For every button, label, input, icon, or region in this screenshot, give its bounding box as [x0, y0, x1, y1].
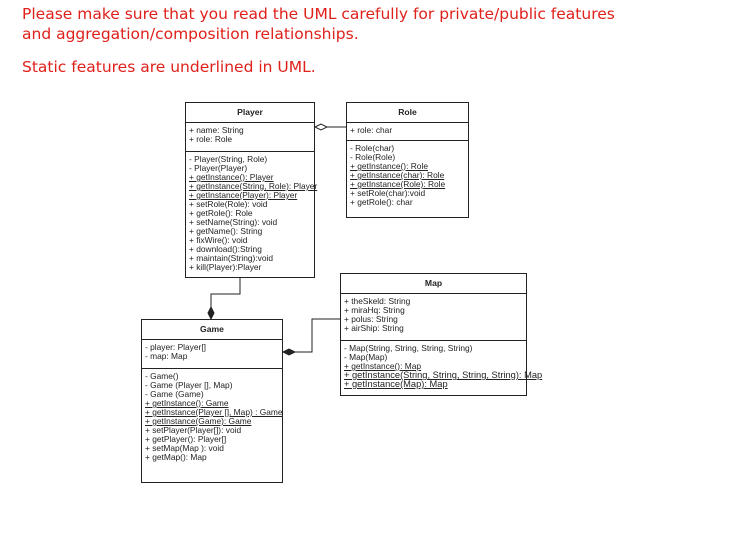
instruction-line-3: Static features are underlined in UML. [22, 58, 316, 76]
member: + role: Role [189, 134, 233, 144]
instruction-line-1: Please make sure that you read the UML carefully for private/public features [22, 5, 615, 23]
member: + getPlayer(): Player[] [145, 434, 227, 444]
static-member: + getInstance(String, String, String, String): Map [344, 370, 543, 380]
role-class-box [346, 102, 469, 218]
static-member: + getInstance(Player): Player [189, 190, 298, 200]
member: + role: char [350, 125, 393, 135]
member: + getRole(): Role [189, 208, 253, 218]
member: - Map(Map) [344, 352, 388, 362]
player-class-box [185, 102, 318, 278]
static-member: + getInstance(): Role [350, 161, 428, 171]
member: + getMap(): Map [145, 452, 207, 462]
class-name: Player [186, 103, 314, 123]
class-name: Game [142, 320, 282, 340]
member: + name: String [189, 125, 244, 135]
static-member: + getInstance(Map): Map [344, 379, 448, 389]
member: + setRole(char):void [350, 188, 426, 198]
class-name: Role [347, 103, 468, 123]
composition-diamond-player [208, 307, 214, 319]
composition-diamond-map [283, 349, 295, 355]
member: - Role(char) [350, 143, 395, 153]
methods-section [347, 141, 468, 210]
static-member: + getInstance(): Map [344, 361, 422, 371]
instruction-line-2: and aggregation/composition relationships. [22, 25, 359, 43]
static-member: + getInstance(Game): Game [145, 416, 252, 426]
static-member: + getInstance(): Player [189, 172, 274, 182]
member: + fixWire(): void [189, 235, 248, 245]
member: - Game (Game) [145, 389, 204, 399]
member: + maintain(String):void [189, 253, 274, 263]
member: + miraHq: String [344, 305, 405, 315]
member: + kill(Player):Player [189, 262, 262, 272]
map-class-box [340, 273, 543, 396]
methods-section [142, 369, 282, 465]
methods-section [186, 152, 318, 275]
game-class-box [141, 319, 283, 483]
member: - player: Player[] [145, 342, 206, 352]
member: + download():String [189, 244, 262, 254]
attributes-section [142, 340, 282, 369]
member: + setMap(Map ): void [145, 443, 224, 453]
member: + getName(): String [189, 226, 263, 236]
map-game-composition-line [295, 319, 340, 352]
static-member: + getInstance(Player [], Map) : Game [145, 407, 283, 417]
static-member: + getInstance(): Game [145, 398, 229, 408]
member: - Map(String, String, String, String) [344, 343, 473, 353]
member: - Player(String, Role) [189, 154, 268, 164]
member: + setRole(Role): void [189, 199, 268, 209]
static-member: + getInstance(Role): Role [350, 179, 446, 189]
member: + setPlayer(Player[]): void [145, 425, 242, 435]
class-name: Map [341, 274, 526, 294]
aggregation-diamond [315, 124, 327, 130]
member: - Game() [145, 371, 179, 381]
member: + getRole(): char [350, 197, 413, 207]
member: - Player(Player) [189, 163, 248, 173]
attributes-section [186, 123, 314, 152]
member: + airShip: String [344, 323, 404, 333]
methods-section [341, 341, 543, 392]
member: - Role(Role) [350, 152, 396, 162]
member: - Game (Player [], Map) [145, 380, 233, 390]
player-game-composition-line [211, 278, 240, 307]
static-member: + getInstance(String, Role): Player [189, 181, 318, 191]
static-member: + getInstance(char): Role [350, 170, 445, 180]
attributes-section [341, 294, 526, 341]
member: + theSkeld: String [344, 296, 411, 306]
member: + setName(String): void [189, 217, 278, 227]
attributes-section [347, 123, 468, 141]
member: - map: Map [145, 351, 188, 361]
member: + polus: String [344, 314, 398, 324]
